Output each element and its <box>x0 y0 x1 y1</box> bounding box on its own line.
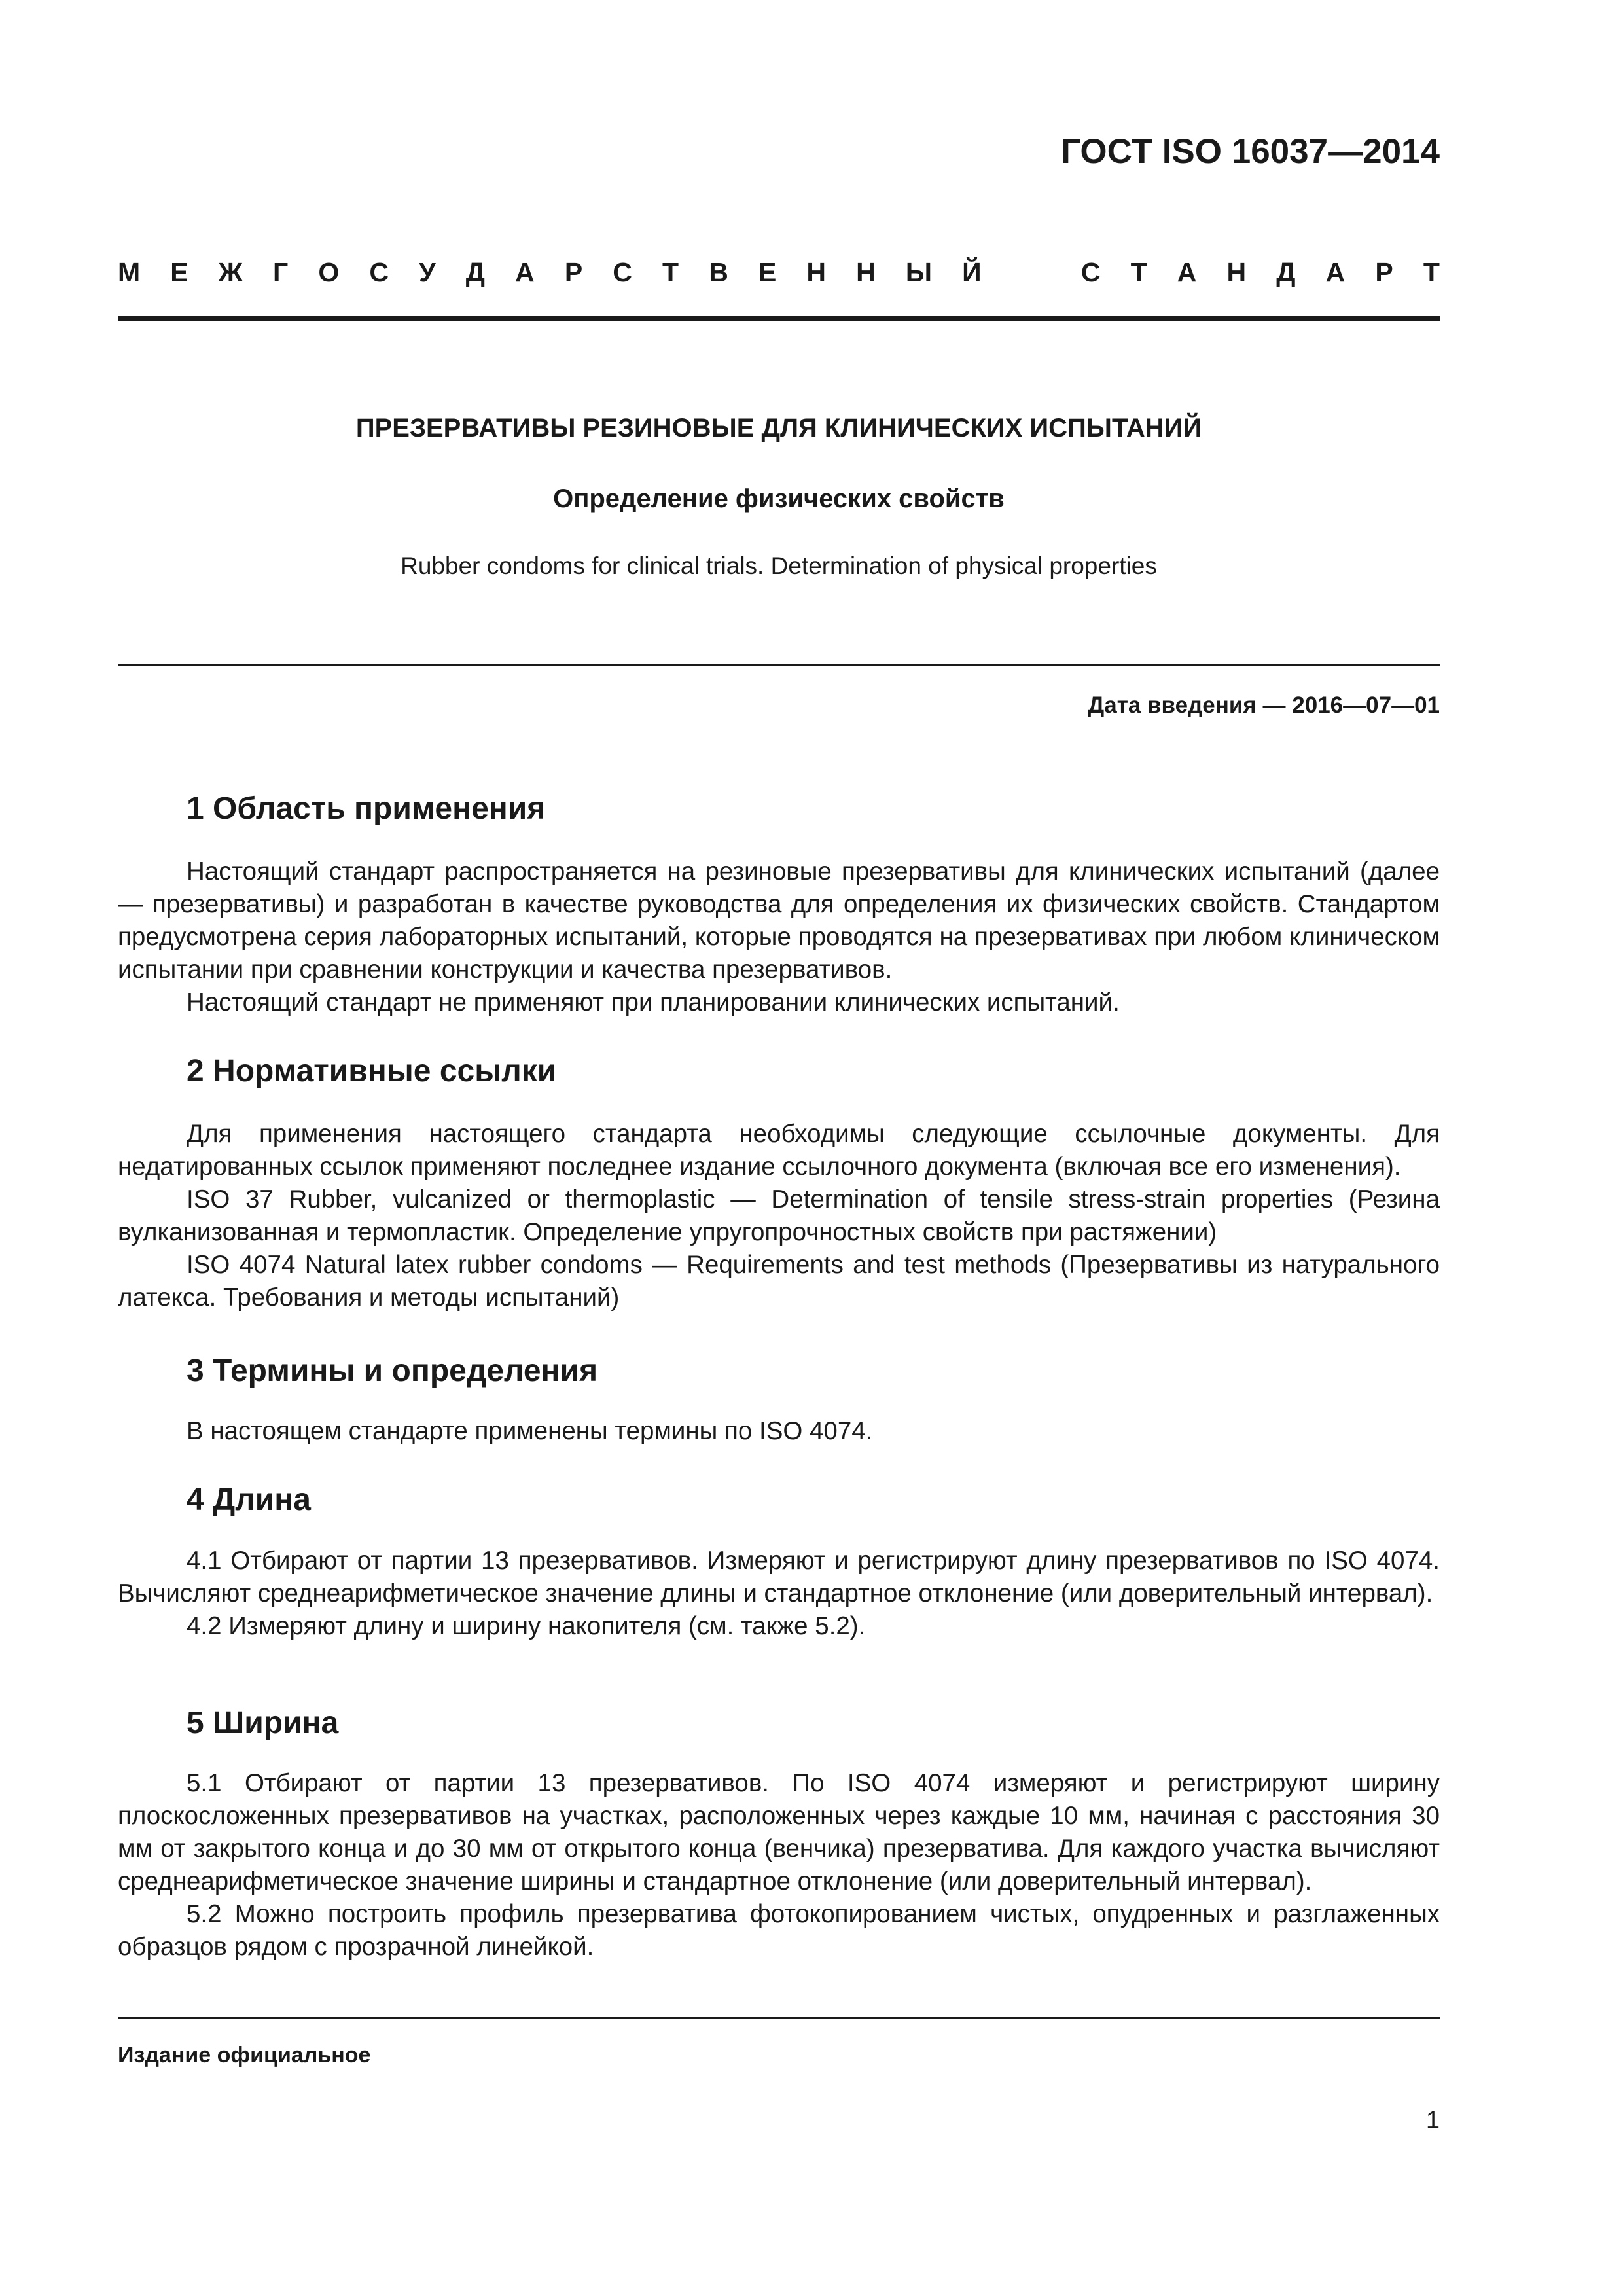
document-subtitle: Определение физических свойств <box>553 484 1005 513</box>
paragraph: Для применения настоящего стандарта необходимы следующие ссылочные документы. Для недатированных ссылок применяют последнее издание ссылочного документа (включая все его изменения). <box>118 1120 1440 1181</box>
paragraph: 5.2 Можно построить профиль презерватива фотокопированием чистых, опудренных и разглаженных образцов рядом с прозрачной линейкой. <box>118 1900 1440 1961</box>
interstate-letter: Г <box>272 257 289 287</box>
word-gap <box>1012 257 1051 289</box>
interstate-standard-heading <box>118 257 1440 289</box>
interstate-letter: Т <box>1130 257 1147 287</box>
interstate-letter: У <box>419 257 436 287</box>
interstate-letter: М <box>118 257 141 287</box>
reference-item: ISO 4074 Natural latex rubber condoms — Requirements and test methods (Презервативы из натурального латекса. Требования и методы испытаний) <box>118 1251 1440 1312</box>
interstate-letter: А <box>1325 257 1346 287</box>
interstate-letter: В <box>709 257 728 287</box>
page-number: 1 <box>1425 2107 1440 2134</box>
interstate-letter: С <box>369 257 389 287</box>
interstate-letter: Н <box>806 257 827 287</box>
section-body-normative-references <box>118 1118 1440 1314</box>
interstate-letter: Д <box>465 257 485 287</box>
interstate-letter: Й <box>962 257 982 287</box>
interstate-letter: Р <box>564 257 583 287</box>
header-rule <box>118 316 1440 321</box>
title-rule <box>118 664 1440 666</box>
section-heading-scope: 1 Область применения <box>187 791 546 826</box>
interstate-letter: Н <box>1226 257 1247 287</box>
section-body-length <box>118 1545 1440 1643</box>
interstate-letter: Т <box>662 257 679 287</box>
introduction-date: Дата введения — 2016—07—01 <box>1088 692 1440 718</box>
paragraph: В настоящем стандарте применены термины по ISO 4074. <box>187 1417 873 1445</box>
interstate-letter: О <box>318 257 340 287</box>
paragraph: 5.1 Отбирают от партии 13 презервативов. По ISO 4074 измеряют и регистрируют ширину плоскосложенных презервативов на участках, расположенных через каждые 10 мм, начиная с расстояния 30 мм от закрытого конца и до 30 мм от открытого конца (венчика) презерватива. Для каждого участка вычисляют среднеарифметическое значение ширины и стандартное отклонение (или доверительный интервал). <box>118 1769 1440 1895</box>
reference-item: ISO 37 Rubber, vulcanized or thermoplastic — Determination of tensile stress-strain properties (Резина вулканизованная и термопластик. Определение упругопрочностных свойств при растяжении) <box>118 1185 1440 1246</box>
section-heading-terms: 3 Термины и определения <box>187 1354 598 1388</box>
interstate-letter: С <box>613 257 632 287</box>
paragraph: Настоящий стандарт не применяют при планировании клинических испытаний. <box>187 988 1120 1016</box>
interstate-letter: Д <box>1276 257 1296 287</box>
paragraph: Настоящий стандарт распространяется на резиновые презервативы для клинических испытаний (далее — презервативы) и разработан в качестве руководства для определения их физических свойств. Стандартом предусмотрена серия лабораторных испытаний, которые проводятся на презервативах при любом клиническом испытании при сравнении конструкции и качества презервативов. <box>118 857 1440 984</box>
interstate-letter: Т <box>1423 257 1440 287</box>
interstate-letter: А <box>1177 257 1197 287</box>
interstate-letter: А <box>515 257 535 287</box>
section-body-width <box>118 1767 1440 1964</box>
interstate-letter: Е <box>758 257 777 287</box>
interstate-letter: Ж <box>218 257 243 287</box>
interstate-letter: Е <box>170 257 188 287</box>
standard-designation: ГОСТ ISO 16037—2014 <box>1061 132 1440 171</box>
interstate-letter: Р <box>1375 257 1393 287</box>
section-heading-length: 4 Длина <box>187 1482 311 1517</box>
section-heading-normative-references: 2 Нормативные ссылки <box>187 1054 557 1088</box>
paragraph: 4.2 Измеряют длину и ширину накопителя (см. также 5.2). <box>187 1612 866 1640</box>
interstate-letter: Н <box>856 257 876 287</box>
document-title-english: Rubber condoms for clinical trials. Determination of physical properties <box>401 552 1157 579</box>
interstate-letter: С <box>1080 257 1101 287</box>
official-edition-label: Издание официальное <box>118 2043 371 2068</box>
section-heading-width: 5 Ширина <box>187 1706 339 1740</box>
section-body-scope <box>118 855 1440 1019</box>
footer-rule <box>118 2017 1440 2019</box>
interstate-letter: Ы <box>905 257 933 287</box>
paragraph: 4.1 Отбирают от партии 13 презервативов. Измеряют и регистрируют длину презервативов по ISO 4074. Вычисляют среднеарифметическое значение длины и стандартное отклонение (или доверительный интервал). <box>118 1547 1440 1607</box>
document-title: ПРЕЗЕРВАТИВЫ РЕЗИНОВЫЕ ДЛЯ КЛИНИЧЕСКИХ ИСПЫТАНИЙ <box>355 414 1202 442</box>
section-body-terms <box>118 1415 1440 1448</box>
